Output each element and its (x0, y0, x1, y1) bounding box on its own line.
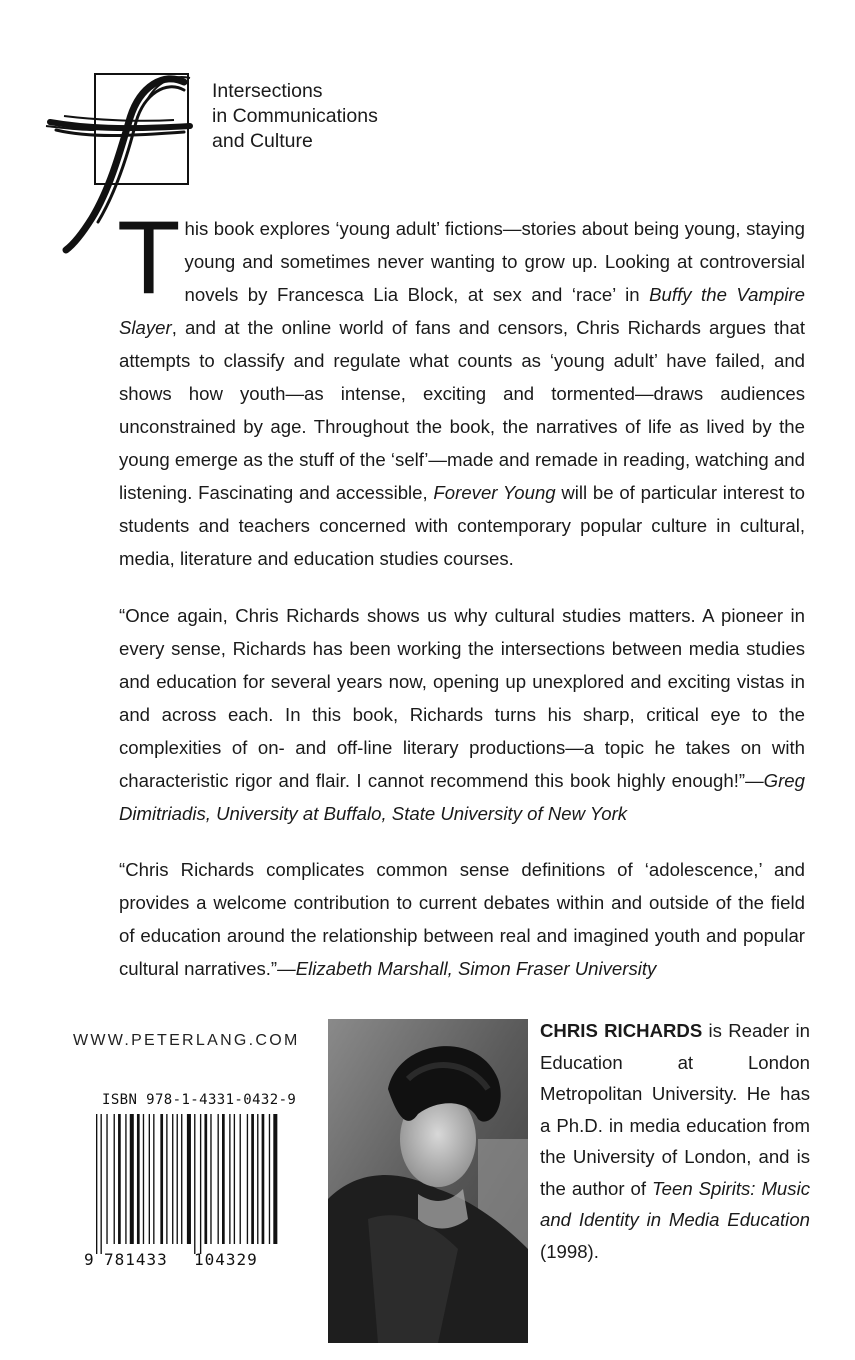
barcode-bars (82, 1114, 282, 1254)
barcode-bar (130, 1114, 134, 1244)
bio-book-title: Teen Spirits: Music and Identity in Media Education (540, 1177, 810, 1230)
description-italic-title: Buffy the Vampire Slayer (119, 284, 805, 338)
barcode-bar (200, 1114, 201, 1254)
author-bio (540, 1015, 810, 1267)
barcode-bar (143, 1114, 144, 1244)
drop-cap: T (117, 200, 181, 316)
review-quote (119, 599, 805, 830)
barcode-bar (204, 1114, 207, 1244)
barcode-bar (181, 1114, 182, 1244)
barcode-bar (247, 1114, 248, 1244)
barcode-bar (229, 1114, 230, 1244)
barcode-bar (251, 1114, 254, 1244)
series-title-line: and Culture (212, 130, 313, 152)
description-text: will be of particular interest to students and teachers concerned with contemporary popular culture in cultural, media, literature and education studies courses. (119, 482, 805, 569)
bio-text: (1998). (540, 1240, 599, 1262)
barcode-bar (166, 1114, 167, 1244)
barcode-bar (96, 1114, 97, 1254)
barcode-bar (160, 1114, 163, 1244)
barcode-bar (222, 1114, 225, 1244)
barcode-bar (240, 1114, 241, 1244)
barcode-bar (262, 1114, 265, 1244)
barcode-bar (257, 1114, 258, 1244)
barcode-digits-left: 781433 (104, 1250, 168, 1269)
isbn-label: ISBN 978-1-4331-0432-9 (102, 1092, 297, 1108)
series-title-line: Intersections (212, 80, 323, 102)
barcode-bar (172, 1114, 173, 1244)
barcode-bar (234, 1114, 235, 1244)
barcode-bar (153, 1114, 154, 1244)
barcode-bar (101, 1114, 102, 1254)
book-description (117, 200, 805, 575)
author-photo (328, 1019, 528, 1343)
barcode-digits-right: 104329 (194, 1250, 258, 1269)
barcode-bar (149, 1114, 150, 1244)
quote-attribution: —Elizabeth Marshall, Simon Fraser University (277, 958, 657, 979)
publisher-website: WWW.PETERLANG.COM (73, 1032, 300, 1049)
barcode-bar (125, 1114, 126, 1244)
barcode-bar (218, 1114, 219, 1244)
description-text: , and at the online world of fans and censors, Chris Richards argues that attempts to classify and regulate what counts as ‘young adult’ have failed, and shows how youth—as intense, exciting and tormented—draws audiences unconstrained by age. Throughout the book, the narratives of life as lived by the young emerge as the stuff of the ‘self’—made and remade in reading, watching and listening. Fascinating and accessible, (119, 317, 805, 503)
barcode-bar (269, 1114, 270, 1244)
quote-text: “Chris Richards complicates common sense definitions of ‘adolescence,’ and provides a welcome contribution to current debates within and outside of the field of education around the relationship between real and imagined youth and popular cultural narratives.” (119, 859, 805, 979)
barcode-bar (137, 1114, 140, 1244)
quote-text: “Once again, Chris Richards shows us why cultural studies matters. A pioneer in every sense, Richards has been working the intersections between media studies and education for several years now, opening up unexplored and exciting vistas in and across each. In this book, Richards turns his sharp, critical eye to the complexities of on- and off-line literary productions—a topic he takes on with characteristic rigor and flair. I cannot recommend this book highly enough!” (119, 605, 805, 791)
barcode-bar (273, 1114, 277, 1244)
isbn-barcode (82, 1092, 297, 1277)
barcode-bar (118, 1114, 121, 1244)
barcode-digit-first: 9 (84, 1250, 95, 1269)
series-title-line: in Communications (212, 105, 378, 127)
author-name: CHRIS RICHARDS (540, 1020, 703, 1041)
barcode-bar (187, 1114, 191, 1244)
bio-text: is Reader in Education at London Metropolitan University. He has a Ph.D. in media education from the University of London, and is the author of (540, 1020, 810, 1199)
description-text: his book explores ‘young adult’ fictions—stories about being young, staying young and sometimes never wanting to grow up. Looking at controversial novels by Francesca Lia Block, at sex and ‘race’ in (184, 218, 805, 305)
barcode-bar (194, 1114, 195, 1254)
barcode-bar (210, 1114, 211, 1244)
series-title (212, 79, 378, 154)
barcode-bar (114, 1114, 115, 1244)
description-italic-title: Forever Young (433, 482, 556, 503)
barcode-bar (177, 1114, 178, 1244)
review-quote (119, 853, 805, 985)
author-portrait-image (328, 1019, 528, 1343)
barcode-bar (106, 1114, 107, 1244)
quote-attribution: —Greg Dimitriadis, University at Buffalo, State University of New York (119, 770, 805, 824)
